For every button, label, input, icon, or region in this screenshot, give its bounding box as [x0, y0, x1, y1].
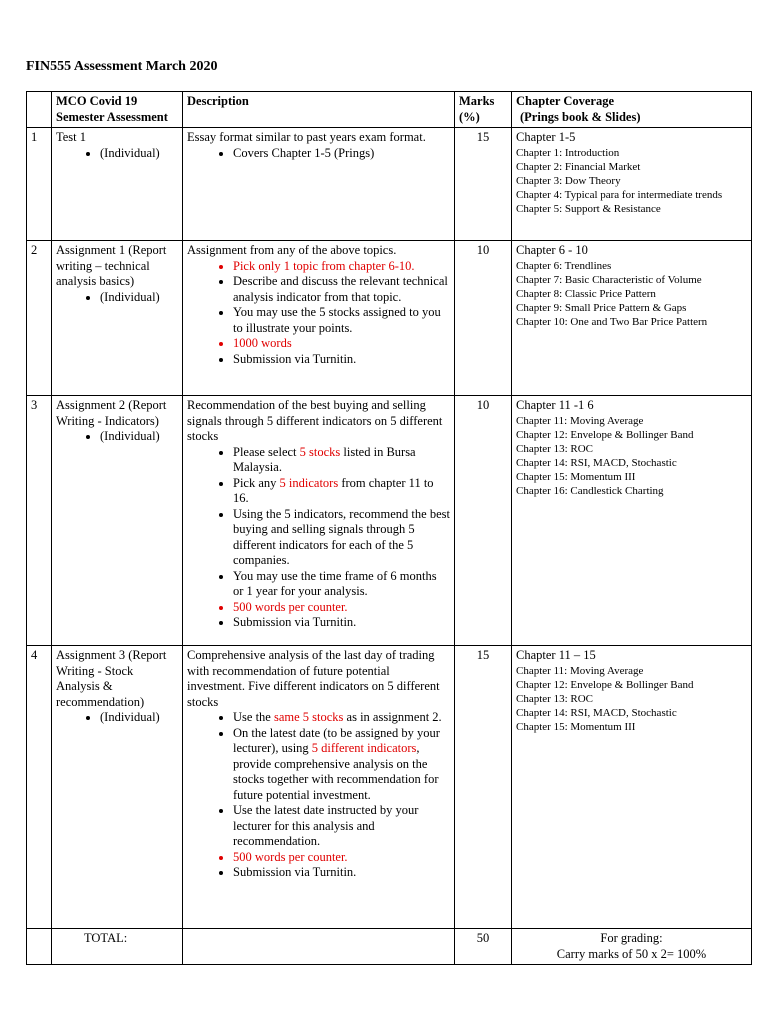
- document-title: FIN555 Assessment March 2020: [26, 59, 218, 74]
- chapter-item: Chapter 12: Envelope & Bollinger Band: [516, 428, 694, 441]
- row-number: 3: [27, 396, 52, 646]
- row-mco-title: Assignment 3 (Report Writing - Stock Analysis & recommendation): [56, 648, 167, 709]
- row-desc-intro: Essay format similar to past years exam format.: [187, 130, 426, 144]
- table-row: [27, 396, 752, 646]
- row-chapters: [512, 128, 752, 241]
- row-chapter-head: Chapter 11 -1 6: [516, 398, 594, 412]
- bullet-highlight: 5 different indicators: [311, 741, 417, 755]
- row-chapter-head: Chapter 6 - 10: [516, 243, 588, 257]
- header-chapter-subtitle: (Prings book & Slides): [520, 109, 641, 124]
- row-mco-bullet: • (Individual): [100, 429, 178, 445]
- row-desc-bullet: • 500 words per counter.: [233, 600, 450, 616]
- row-chapter-head: Chapter 1-5: [516, 130, 576, 144]
- chapter-item: Chapter 9: Small Price Pattern & Gaps: [516, 301, 687, 314]
- chapter-item: Chapter 3: Dow Theory: [516, 174, 621, 187]
- header-marks: Marks (%): [455, 92, 512, 128]
- header-number: [27, 92, 52, 128]
- row-number: 2: [27, 241, 52, 396]
- chapter-item: Chapter 11: Moving Average: [516, 664, 644, 677]
- row-desc-bullet: • You may use the time frame of 6 months or 1 year for your analysis.: [233, 569, 450, 600]
- chapter-item: Chapter 11: Moving Average: [516, 414, 644, 427]
- chapter-item: Chapter 1: Introduction: [516, 146, 620, 159]
- row-chapter-head: Chapter 11 – 15: [516, 648, 596, 662]
- row-desc-bullet: • Pick only 1 topic from chapter 6-10.: [233, 259, 450, 275]
- row-desc-bullet: • Submission via Turnitin.: [233, 615, 450, 631]
- bullet-highlight: 5 indicators: [279, 475, 339, 490]
- row-desc-bullet: • Using the 5 indicators, recommend the best buying and selling signals through 5 different indicators for each of the 5 companies.: [233, 507, 450, 569]
- row-desc-bullet: [233, 476, 450, 507]
- row-mco-bullet: • (Individual): [100, 290, 178, 306]
- row-mco: [52, 646, 183, 929]
- chapter-item: Chapter 2: Financial Market: [516, 160, 641, 173]
- chapter-item: Chapter 14: RSI, MACD, Stochastic: [516, 706, 677, 719]
- chapter-item: Chapter 13: ROC: [516, 442, 593, 455]
- chapter-item: Chapter 15: Momentum III: [516, 720, 636, 733]
- chapter-item: Chapter 6: Trendlines: [516, 259, 612, 272]
- bullet-text: from chapter 11 to 16.: [233, 475, 434, 505]
- bullet-highlight: 5 stocks: [299, 444, 341, 459]
- table-row: [27, 646, 752, 929]
- table-header-row: [27, 92, 752, 128]
- row-mco-bullet: • (Individual): [100, 710, 178, 726]
- bullet-text: Please select: [233, 444, 300, 459]
- row-description: [183, 241, 455, 396]
- row-marks: 15: [455, 646, 512, 929]
- chapter-item: Chapter 14: RSI, MACD, Stochastic: [516, 456, 677, 469]
- row-number: 4: [27, 646, 52, 929]
- row-chapters: [512, 396, 752, 646]
- row-desc-bullet: [233, 445, 450, 476]
- total-marks: 50: [455, 929, 512, 965]
- row-mco: [52, 396, 183, 646]
- row-desc-intro: Recommendation of the best buying and selling signals through 5 different indicators on 5 different stocks: [187, 398, 443, 443]
- chapter-item: Chapter 7: Basic Characteristic of Volume: [516, 273, 702, 286]
- row-desc-bullet: • Submission via Turnitin.: [233, 865, 450, 881]
- row-desc-bullet: • Covers Chapter 1-5 (Prings): [233, 146, 450, 162]
- row-mco-title: Test 1: [56, 130, 87, 144]
- row-desc-bullet: [233, 726, 450, 804]
- row-description: [183, 396, 455, 646]
- row-description: [183, 128, 455, 241]
- header-chapter: [512, 92, 752, 128]
- row-desc-bullet: • Describe and discuss the relevant technical analysis indicator from that topic.: [233, 274, 450, 305]
- header-description: Description: [183, 92, 455, 128]
- bullet-text: Use the: [233, 710, 274, 724]
- row-chapters: [512, 241, 752, 396]
- total-description: [183, 929, 455, 965]
- table-row: [27, 241, 752, 396]
- total-number: [27, 929, 52, 965]
- table-row: [27, 128, 752, 241]
- row-mco-title: Assignment 2 (Report Writing - Indicators): [56, 398, 167, 428]
- row-desc-bullet: • You may use the 5 stocks assigned to you to illustrate your points.: [233, 305, 450, 336]
- chapter-item: Chapter 8: Classic Price Pattern: [516, 287, 656, 300]
- row-description: [183, 646, 455, 929]
- row-desc-bullet: • 1000 words: [233, 336, 450, 352]
- bullet-text: Pick any: [233, 475, 280, 490]
- row-mco: [52, 128, 183, 241]
- total-note: [512, 929, 752, 965]
- bullet-highlight: same 5 stocks: [273, 710, 344, 724]
- chapter-item: Chapter 16: Candlestick Charting: [516, 484, 664, 497]
- row-mco-title: Assignment 1 (Report writing – technical analysis basics): [56, 243, 167, 288]
- header-chapter-title: Chapter Coverage: [516, 94, 615, 108]
- total-note-line2: Carry marks of 50 x 2= 100%: [556, 946, 707, 961]
- chapter-item: Chapter 4: Typical para for intermediate trends: [516, 188, 723, 201]
- assessment-table: [26, 91, 752, 965]
- chapter-item: Chapter 5: Support & Resistance: [516, 202, 661, 215]
- row-marks: 10: [455, 241, 512, 396]
- header-mco: MCO Covid 19 Semester Assessment: [52, 92, 183, 128]
- bullet-text: , provide comprehensive analysis on the stocks together with recommendation for future potential investment.: [233, 741, 439, 802]
- total-note-line1: For grading:: [600, 931, 663, 945]
- row-number: 1: [27, 128, 52, 241]
- bullet-text: as in assignment 2.: [343, 710, 442, 724]
- total-label: TOTAL:: [52, 929, 183, 965]
- total-row: [27, 929, 752, 965]
- row-mco: [52, 241, 183, 396]
- chapter-item: Chapter 15: Momentum III: [516, 470, 636, 483]
- chapter-item: Chapter 10: One and Two Bar Price Pattern: [516, 315, 708, 328]
- chapter-item: Chapter 12: Envelope & Bollinger Band: [516, 678, 694, 691]
- chapter-item: Chapter 13: ROC: [516, 692, 593, 705]
- row-desc-bullet: • Submission via Turnitin.: [233, 352, 450, 368]
- row-chapters: [512, 646, 752, 929]
- row-marks: 15: [455, 128, 512, 241]
- row-desc-intro: Comprehensive analysis of the last day of trading with recommendation of future potential investment. Five different indicators on 5 different stocks: [187, 648, 440, 709]
- row-desc-bullet: [233, 710, 450, 726]
- row-desc-bullet: • 500 words per counter.: [233, 850, 450, 866]
- row-desc-intro: Assignment from any of the above topics.: [187, 243, 397, 257]
- row-marks: 10: [455, 396, 512, 646]
- bullet-text: On the latest date (to be assigned by your lecturer), using: [233, 725, 440, 755]
- row-desc-bullet: • Use the latest date instructed by your lecturer for this analysis and recommendation.: [233, 803, 450, 850]
- bullet-text: listed in Bursa Malaysia.: [233, 444, 416, 474]
- row-mco-bullet: • (Individual): [100, 146, 178, 162]
